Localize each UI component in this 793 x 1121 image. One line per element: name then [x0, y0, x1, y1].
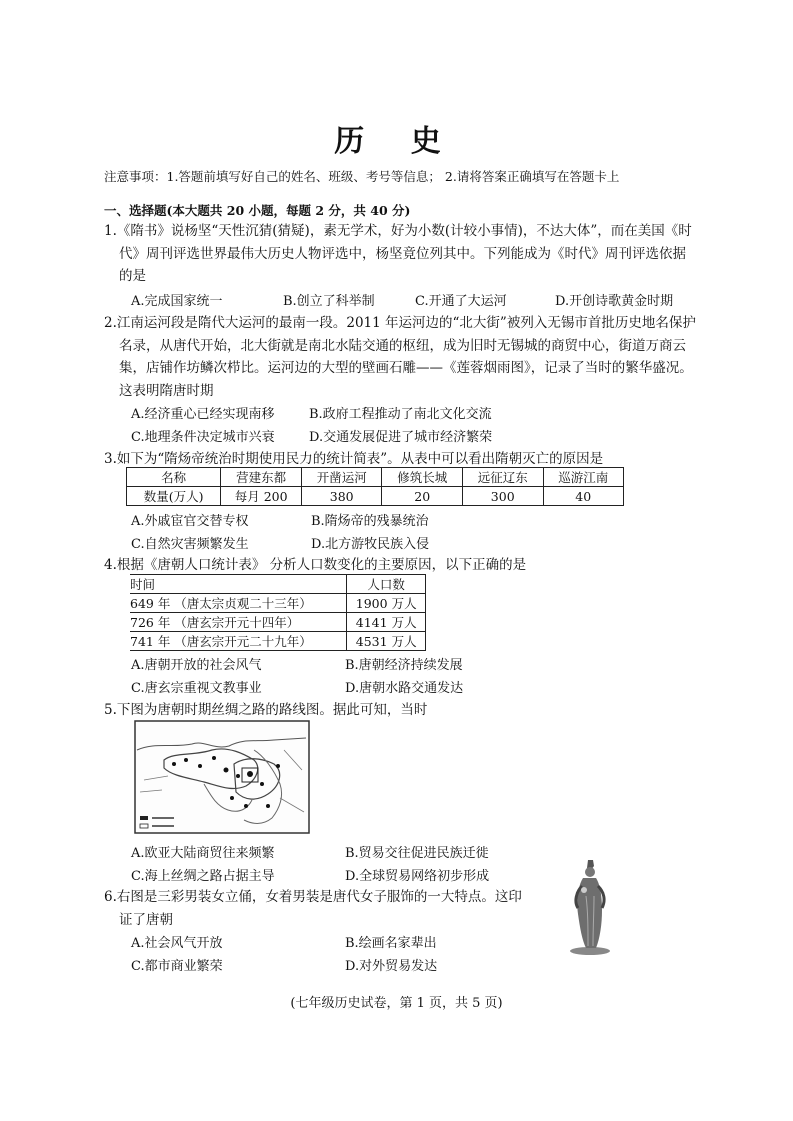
option-c[interactable]: C.海上丝绸之路占据主导 — [131, 869, 275, 884]
table-cell: 时间 — [130, 575, 347, 594]
page-title: 历 史 — [334, 124, 459, 159]
option-b[interactable]: B.唐朝经济持续发展 — [345, 658, 463, 673]
table-cell: 人口数 — [347, 575, 426, 594]
table-row — [127, 487, 624, 506]
question-stem: 2.江南运河段是隋代大运河的最南一段。2011 年运河边的“北大街”被列入无锡市首批历史地名保护名录，从唐代开始，北大街就是南北水陆交通的枢纽，成为旧时无锡城的商贸中心，街道万商云集，店铺作坊鳞次栉比。运河边的大型的壁画石雕——《莲蓉烟雨图》，记录了当时的繁华盛况。这表明隋唐时期 — [104, 315, 696, 399]
table-header-row — [130, 575, 426, 594]
table-cell: 20 — [382, 487, 462, 506]
question-6 — [104, 886, 524, 931]
option-c[interactable]: C.开通了大运河 — [415, 294, 507, 309]
table-cell: 4141 万人 — [347, 613, 426, 632]
option-d[interactable]: D.北方游牧民族入侵 — [311, 537, 430, 552]
table-cell: 巡游江南 — [543, 468, 624, 487]
section-heading: 一、选择题(本大题共 20 小题，每题 2 分，共 40 分) — [104, 203, 411, 218]
table-row — [130, 632, 426, 651]
option-a[interactable]: A.社会风气开放 — [131, 936, 223, 951]
option-b[interactable]: B.绘画名家辈出 — [345, 936, 437, 951]
question-stem: 3.如下为“隋炀帝统治时期使用民力的统计简表”。从表中可以看出隋朝灭亡的原因是 — [104, 451, 604, 467]
table-cell: 开凿运河 — [301, 468, 382, 487]
option-b[interactable]: B.政府工程推动了南北文化交流 — [309, 407, 492, 422]
option-c[interactable]: C.唐玄宗重视文教事业 — [131, 681, 262, 696]
question-stem: 5.下图为唐朝时期丝绸之路的路线图。据此可知，当时 — [104, 702, 428, 718]
table-cell: 380 — [301, 487, 382, 506]
option-b[interactable]: B.创立了科举制 — [283, 294, 375, 309]
table-cell: 300 — [462, 487, 543, 506]
silk-road-map — [134, 720, 310, 834]
option-a[interactable]: A.完成国家统一 — [131, 294, 223, 309]
table-cell: 数量(万人) — [127, 487, 221, 506]
question-5 — [104, 699, 696, 722]
labor-table — [126, 467, 624, 506]
page-footer: (七年级历史试卷，第 1 页，共 5 页) — [290, 996, 503, 1011]
tang-figurine-image — [566, 856, 614, 956]
option-d[interactable]: D.全球贸易网络初步形成 — [345, 869, 490, 884]
option-d[interactable]: D.交通发展促进了城市经济繁荣 — [309, 430, 493, 445]
table-cell: 40 — [543, 487, 624, 506]
option-d[interactable]: D.开创诗歌黄金时期 — [555, 294, 674, 309]
table-cell: 4531 万人 — [347, 632, 426, 651]
notice-text: 注意事项：1.答题前填写好自己的姓名、班级、考号等信息； 2.请将答案正确填写在答题卡上 — [104, 169, 620, 184]
option-d[interactable]: D.对外贸易发达 — [345, 959, 438, 974]
table-cell: 名称 — [127, 468, 221, 487]
option-c[interactable]: C.自然灾害频繁发生 — [131, 537, 249, 552]
question-1 — [104, 220, 696, 288]
question-2 — [104, 312, 696, 402]
table-cell: 741 年 （唐玄宗开元二十九年） — [130, 632, 347, 651]
option-a[interactable]: A.经济重心已经实现南移 — [131, 407, 275, 422]
table-cell: 649 年 （唐太宗贞观二十三年） — [130, 594, 347, 613]
question-stem: 4.根据《唐朝人口统计表》 分析人口数变化的主要原因，以下正确的是 — [104, 557, 527, 573]
table-header-row — [127, 468, 624, 487]
option-c[interactable]: C.都市商业繁荣 — [131, 959, 223, 974]
question-stem: 1.《隋书》说杨坚“天性沉猜(猜疑)，素无学术，好为小数(计较小事情)，不达大体”，而在美国《时代》周刊评选世界最伟大历史人物评选中，杨坚竟位列其中。下列能成为《时代》周刊评选依据的是 — [104, 223, 692, 284]
option-a[interactable]: A.欧亚大陆商贸往来频繁 — [131, 846, 275, 861]
option-a[interactable]: A.外戚宦官交替专权 — [131, 514, 249, 529]
table-cell: 726 年 （唐玄宗开元十四年） — [130, 613, 347, 632]
question-stem: 6.右图是三彩男装女立俑，女着男装是唐代女子服饰的一大特点。这印证了唐朝 — [104, 889, 522, 928]
table-cell: 营建东都 — [221, 468, 302, 487]
option-b[interactable]: B.隋炀帝的残暴统治 — [311, 514, 429, 529]
table-cell: 远征辽东 — [462, 468, 543, 487]
option-b[interactable]: B.贸易交往促进民族迁徙 — [345, 846, 489, 861]
option-d[interactable]: D.唐朝水路交通发达 — [345, 681, 464, 696]
table-cell: 1900 万人 — [347, 594, 426, 613]
table-row — [130, 594, 426, 613]
table-cell: 修筑长城 — [382, 468, 462, 487]
table-cell: 每月 200 — [221, 487, 302, 506]
table-row — [130, 613, 426, 632]
option-a[interactable]: A.唐朝开放的社会风气 — [131, 658, 262, 673]
population-table — [130, 574, 426, 651]
option-c[interactable]: C.地理条件决定城市兴衰 — [131, 430, 275, 445]
